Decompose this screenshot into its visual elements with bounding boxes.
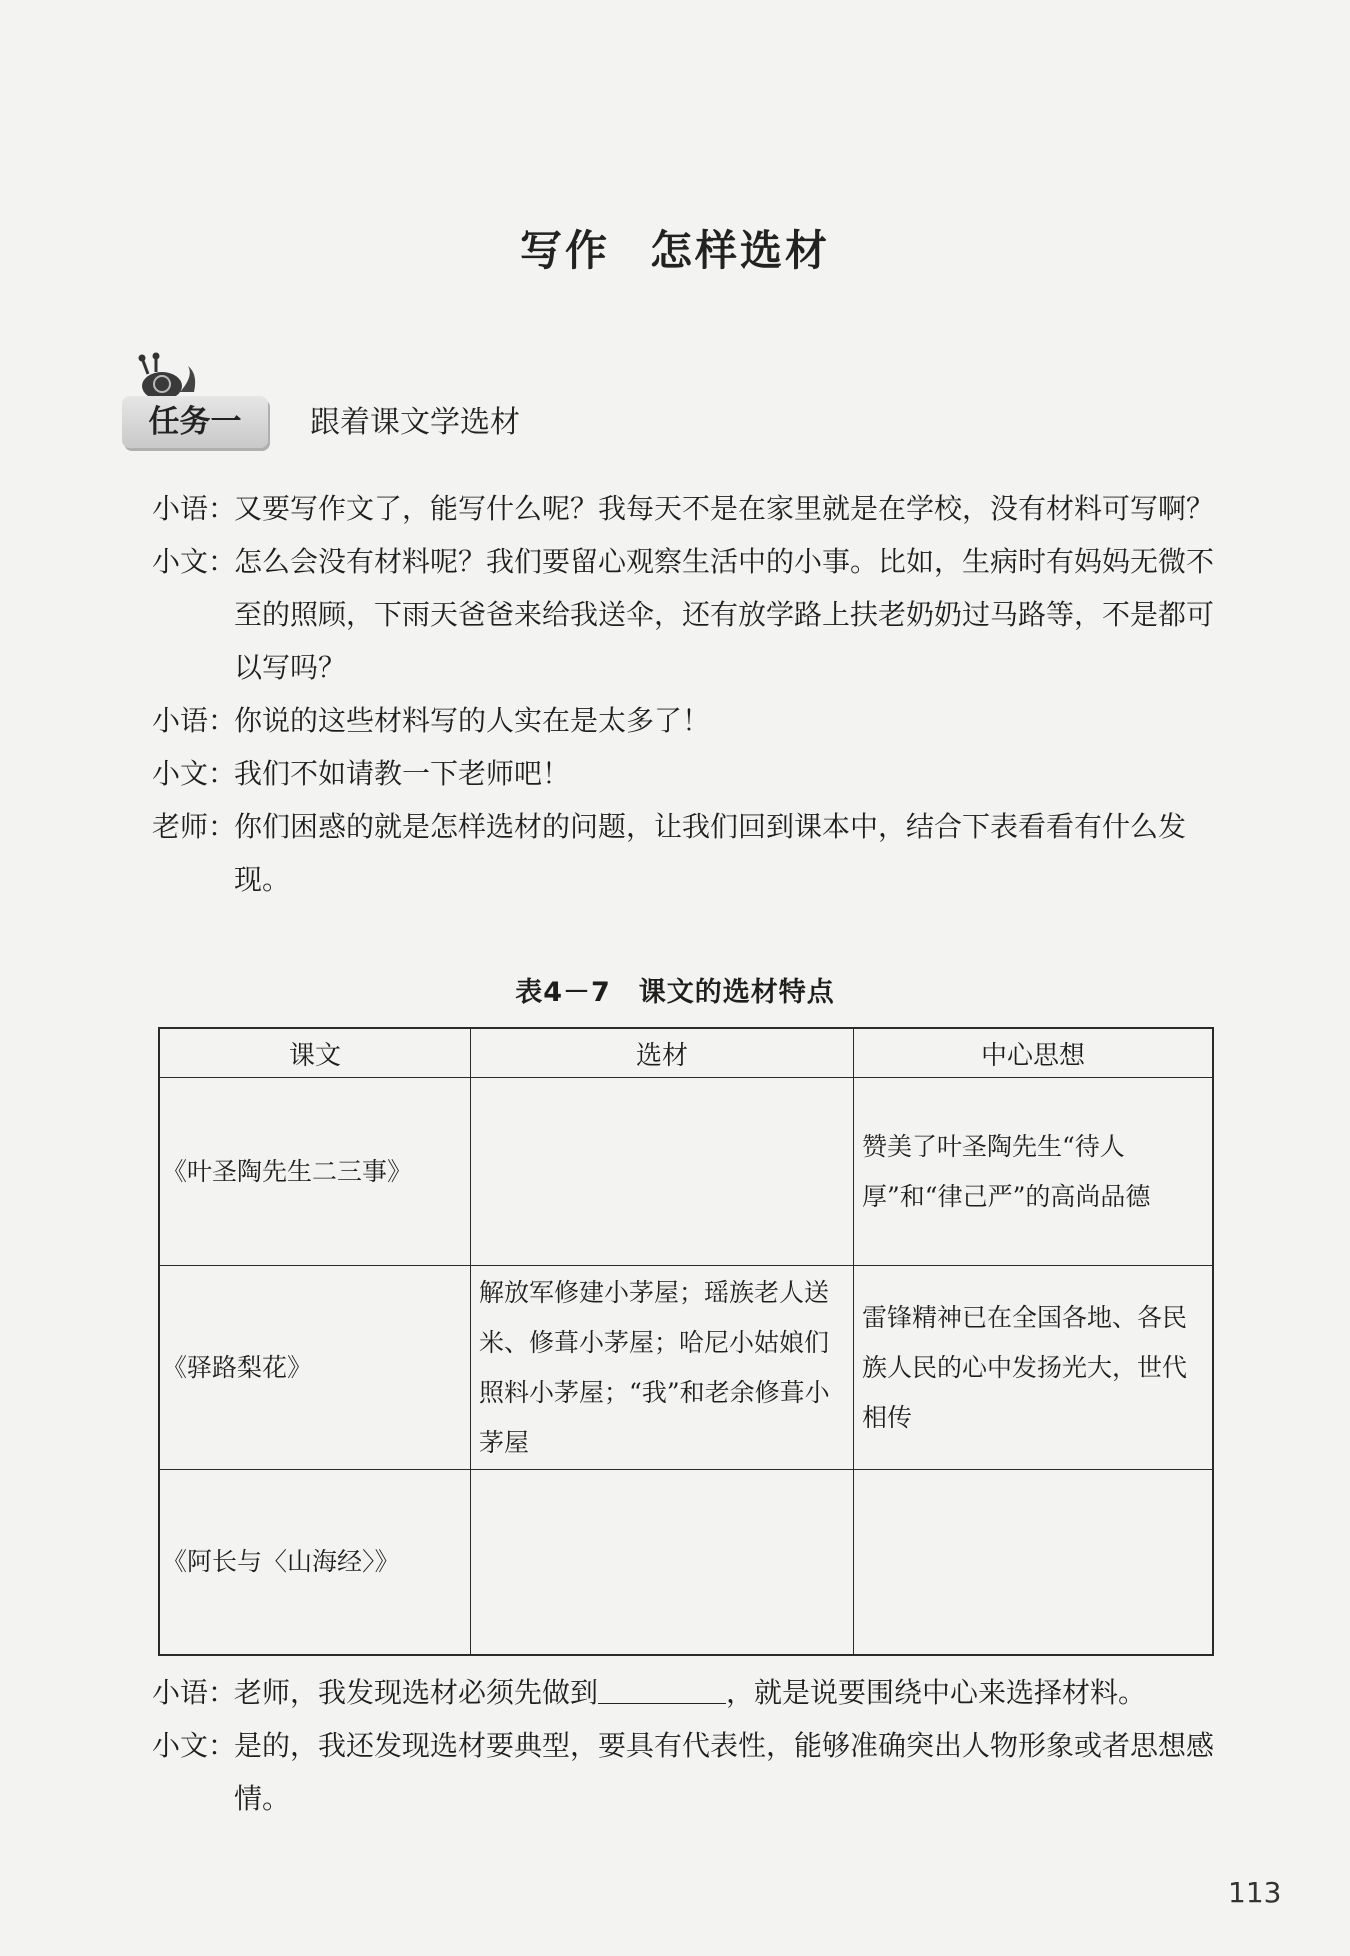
dialogue-line bbox=[152, 1666, 1217, 1719]
page-title-part2: 怎样选材 bbox=[650, 226, 831, 275]
material-cell: 解放军修建小茅屋；瑶族老人送米、修葺小茅屋；哈尼小姑娘们照料小茅屋；“我”和老余修葺小茅屋 bbox=[471, 1266, 854, 1470]
theme-cell: 雷锋精神已在全国各地、各民族人民的心中发扬光大，世代相传 bbox=[854, 1266, 1213, 1470]
dialogue-text: ，就是说要围绕中心来选择材料。 bbox=[726, 1676, 1147, 1709]
dialogue-line bbox=[152, 800, 1217, 906]
dialogue-line bbox=[152, 694, 1217, 747]
speaker-label: 小语： bbox=[152, 1676, 237, 1709]
material-cell[interactable] bbox=[471, 1470, 854, 1655]
dialogue-line bbox=[152, 535, 1217, 694]
task-badge: 任务一 bbox=[122, 396, 268, 448]
speaker-label: 小语： bbox=[152, 492, 237, 525]
dialogue-text: 我们不如请教一下老师吧！ bbox=[234, 757, 571, 790]
dialogue-text: 老师，我发现选材必须先做到 bbox=[234, 1676, 599, 1709]
page-title bbox=[0, 218, 1350, 278]
header-material: 选材 bbox=[471, 1028, 854, 1078]
table-row bbox=[159, 1470, 1213, 1655]
table-row bbox=[159, 1266, 1213, 1470]
dialogue-text: 你们困惑的就是怎样选材的问题，让我们回到课本中，结合下表看看有什么发现。 bbox=[234, 810, 1187, 896]
table-header-row bbox=[159, 1028, 1213, 1078]
speaker-label: 小语： bbox=[152, 704, 237, 737]
dialogue-text: 又要写作文了，能写什么呢？我每天不是在家里就是在学校，没有材料可写啊？ bbox=[234, 492, 1215, 525]
lesson-title-cell: 《叶圣陶先生二三事》 bbox=[159, 1078, 471, 1266]
lesson-title-cell: 《驿路梨花》 bbox=[159, 1266, 471, 1470]
dialogue-line bbox=[152, 1719, 1217, 1825]
dialogue-bottom bbox=[152, 1666, 1217, 1825]
speaker-label: 老师： bbox=[152, 810, 237, 843]
header-theme: 中心思想 bbox=[854, 1028, 1213, 1078]
dialogue-line bbox=[152, 482, 1217, 535]
table-row bbox=[159, 1078, 1213, 1266]
material-cell[interactable] bbox=[471, 1078, 854, 1266]
fill-in-blank[interactable] bbox=[598, 1673, 726, 1704]
speaker-label: 小文： bbox=[152, 1729, 237, 1762]
theme-cell[interactable] bbox=[854, 1470, 1213, 1655]
lesson-table bbox=[158, 1027, 1214, 1656]
speaker-label: 小文： bbox=[152, 545, 237, 578]
task-title: 跟着课文学选材 bbox=[310, 405, 520, 440]
dialogue-line bbox=[152, 747, 1217, 800]
page-title-part1: 写作 bbox=[519, 226, 610, 275]
speaker-label: 小文： bbox=[152, 757, 237, 790]
table-caption: 表4－7 课文的选材特点 bbox=[515, 977, 835, 1008]
dialogue-text: 你说的这些材料写的人实在是太多了！ bbox=[234, 704, 711, 737]
dialogue-top bbox=[152, 482, 1217, 906]
dialogue-text: 怎么会没有材料呢？我们要留心观察生活中的小事。比如，生病时有妈妈无微不至的照顾，下雨天爸爸来给我送伞，还有放学路上扶老奶奶过马路等，不是都可以写吗？ bbox=[234, 545, 1215, 684]
page-number: 113 bbox=[1228, 1876, 1282, 1909]
theme-cell: 赞美了叶圣陶先生“待人厚”和“律己严”的高尚品德 bbox=[854, 1078, 1213, 1266]
dialogue-text: 是的，我还发现选材要典型，要具有代表性，能够准确突出人物形象或者思想感情。 bbox=[234, 1729, 1215, 1815]
snail-mascot-icon bbox=[132, 352, 202, 402]
lesson-title-cell: 《阿长与〈山海经〉》 bbox=[159, 1470, 471, 1655]
header-lesson: 课文 bbox=[159, 1028, 471, 1078]
task-header bbox=[122, 352, 822, 452]
